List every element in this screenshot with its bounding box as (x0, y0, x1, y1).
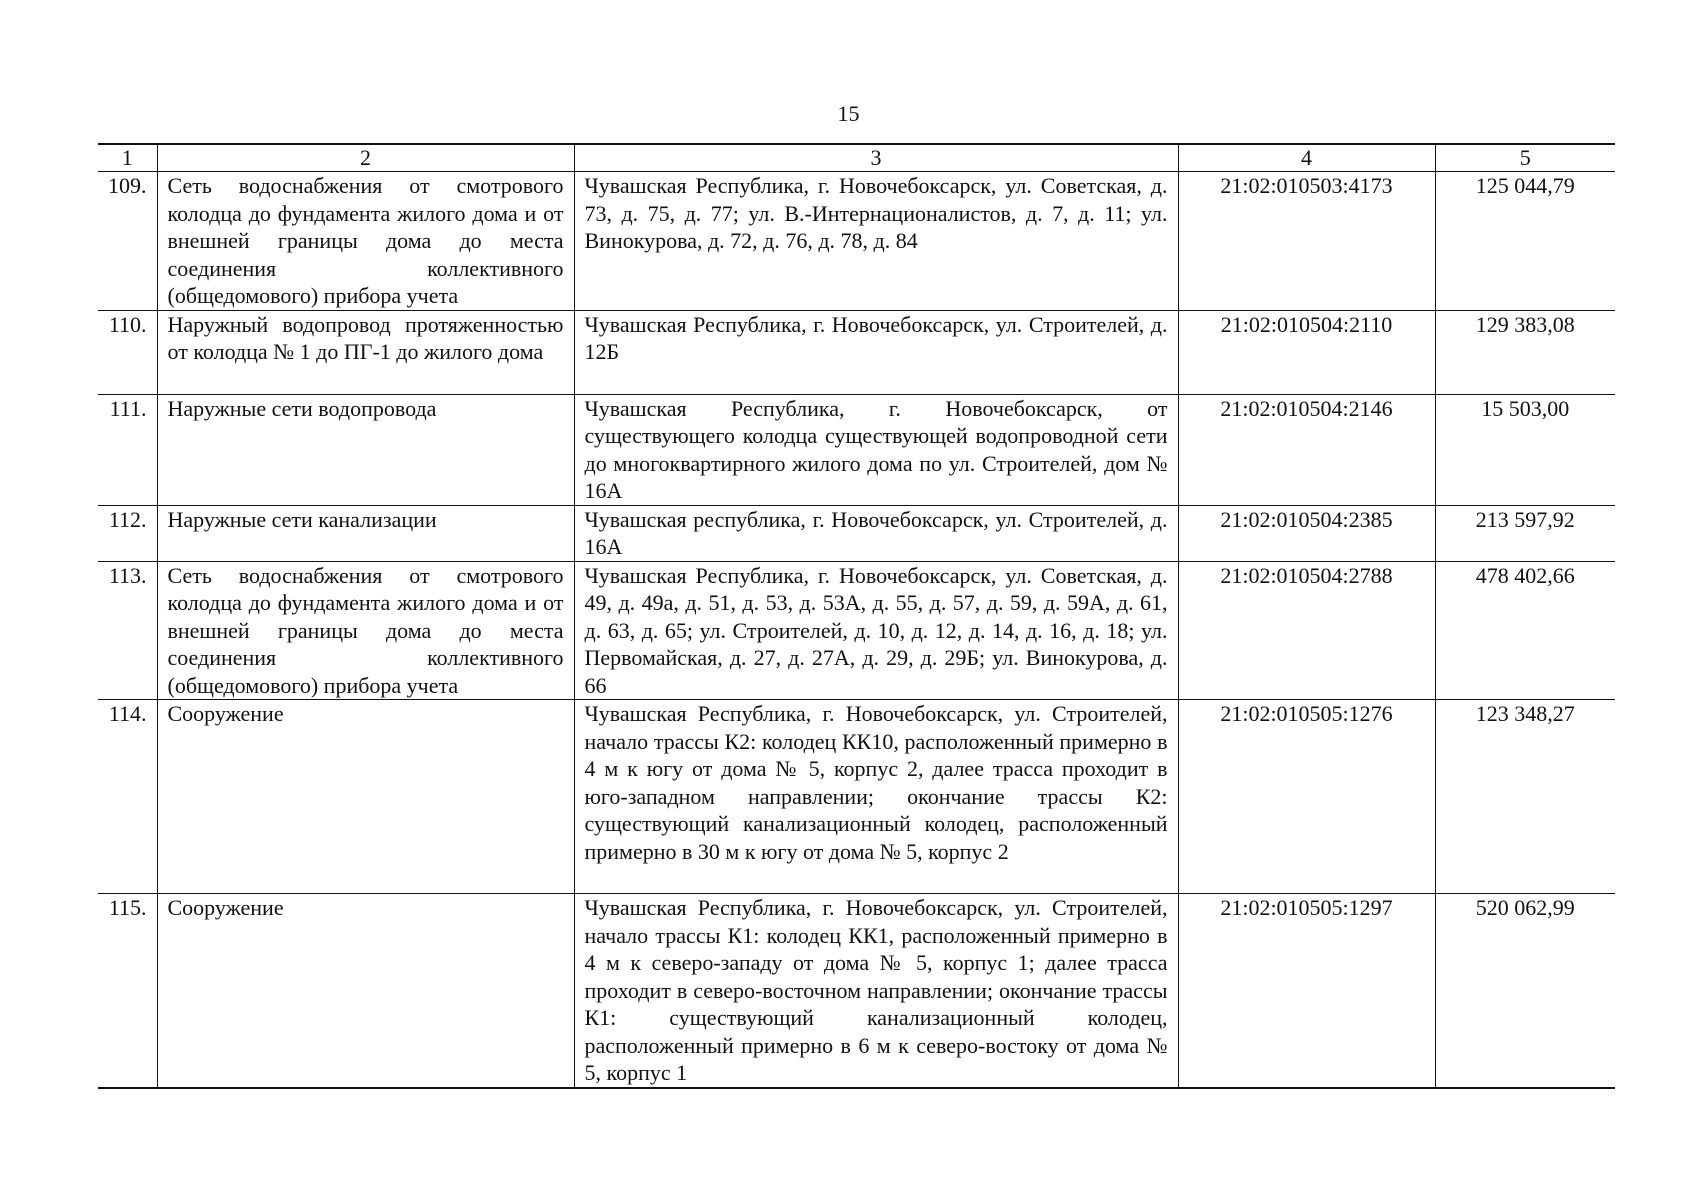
object-cost: 213 597,92 (1435, 505, 1615, 561)
object-name: Сеть водоснабжения от смотрового колодца до фундамента жилого дома и от внешней границы дома до места соединения коллективного (общедомового) прибора учета (157, 172, 574, 311)
table-row (98, 505, 1615, 561)
column-number-2: 2 (157, 144, 574, 172)
object-name: Сеть водоснабжения от смотрового колодца до фундамента жилого дома и от внешней границы дома до места соединения коллективного (общедомового) прибора учета (157, 561, 574, 700)
cadastral-number: 21:02:010503:4173 (1178, 172, 1435, 311)
row-number: 110. (98, 310, 157, 394)
cadastral-number: 21:02:010504:2146 (1178, 394, 1435, 505)
object-name: Сооружение (157, 894, 574, 1088)
table-row (98, 561, 1615, 700)
object-cost: 123 348,27 (1435, 700, 1615, 894)
cadastral-number: 21:02:010505:1297 (1178, 894, 1435, 1088)
cadastral-number: 21:02:010504:2788 (1178, 561, 1435, 700)
column-number-5: 5 (1435, 144, 1615, 172)
column-number-row (98, 144, 1615, 172)
object-name: Сооружение (157, 700, 574, 894)
table-row (98, 310, 1615, 394)
page-number: 15 (837, 101, 860, 126)
cadastral-number: 21:02:010504:2385 (1178, 505, 1435, 561)
object-cost: 520 062,99 (1435, 894, 1615, 1088)
column-number-4: 4 (1178, 144, 1435, 172)
property-registry-table (98, 143, 1615, 1089)
object-name: Наружные сети водопровода (157, 394, 574, 505)
object-cost: 125 044,79 (1435, 172, 1615, 311)
column-number-1: 1 (98, 144, 157, 172)
table-row (98, 172, 1615, 311)
object-address: Чувашская Республика, г. Новочебоксарск, ул. Строителей, начало трассы К1: колодец КК1, расположенный примерно в 4 м к северо-западу от дома № 5, корпус 1; далее трасса проходит в северо-восточном направлении; окончание трассы К1: существующий канализационный колодец, расположенный примерно в 6 м к северо-востоку от дома № 5, корпус 1 (574, 894, 1178, 1088)
row-number: 109. (98, 172, 157, 311)
row-number: 115. (98, 894, 157, 1088)
object-address: Чувашская Республика, г. Новочебоксарск, ул. Строителей, д. 12Б (574, 310, 1178, 394)
object-address: Чувашская Республика, г. Новочебоксарск, ул. Советская, д. 49, д. 49а, д. 51, д. 53, д. 53А, д. 55, д. 57, д. 59, д. 59А, д. 61, д. 63, д. 65; ул. Строителей, д. 10, д. 12, д. 14, д. 16, д. 18; ул. Первомайская, д. 27, д. 27А, д. 29, д. 29Б; ул. Винокурова, д. 66 (574, 561, 1178, 700)
row-number: 112. (98, 505, 157, 561)
cadastral-number: 21:02:010505:1276 (1178, 700, 1435, 894)
object-cost: 15 503,00 (1435, 394, 1615, 505)
object-address: Чувашская Республика, г. Новочебоксарск, от существующего колодца существующей водопроводной сети до многоквартирного жилого дома по ул. Строителей, дом № 16А (574, 394, 1178, 505)
table-row (98, 894, 1615, 1088)
row-number: 111. (98, 394, 157, 505)
cadastral-number: 21:02:010504:2110 (1178, 310, 1435, 394)
object-address: Чувашская Республика, г. Новочебоксарск, ул. Советская, д. 73, д. 75, д. 77; ул. В.-Интернационалистов, д. 7, д. 11; ул. Винокурова, д. 72, д. 76, д. 78, д. 84 (574, 172, 1178, 311)
object-name: Наружные сети канализации (157, 505, 574, 561)
object-cost: 478 402,66 (1435, 561, 1615, 700)
object-address: Чувашская Республика, г. Новочебоксарск, ул. Строителей, начало трассы К2: колодец КК10, расположенный примерно в 4 м к югу от дома № 5, корпус 2, далее трасса проходит в юго-западном направлении; окончание трассы К2: существующий канализационный колодец, расположенный примерно в 30 м к югу от дома № 5, корпус 2 (574, 700, 1178, 894)
object-name: Наружный водопровод протяженностью от колодца № 1 до ПГ-1 до жилого дома (157, 310, 574, 394)
object-address: Чувашская республика, г. Новочебоксарск, ул. Строителей, д. 16А (574, 505, 1178, 561)
row-number: 113. (98, 561, 157, 700)
column-number-3: 3 (574, 144, 1178, 172)
object-cost: 129 383,08 (1435, 310, 1615, 394)
row-number: 114. (98, 700, 157, 894)
table-row (98, 700, 1615, 894)
table-row (98, 394, 1615, 505)
